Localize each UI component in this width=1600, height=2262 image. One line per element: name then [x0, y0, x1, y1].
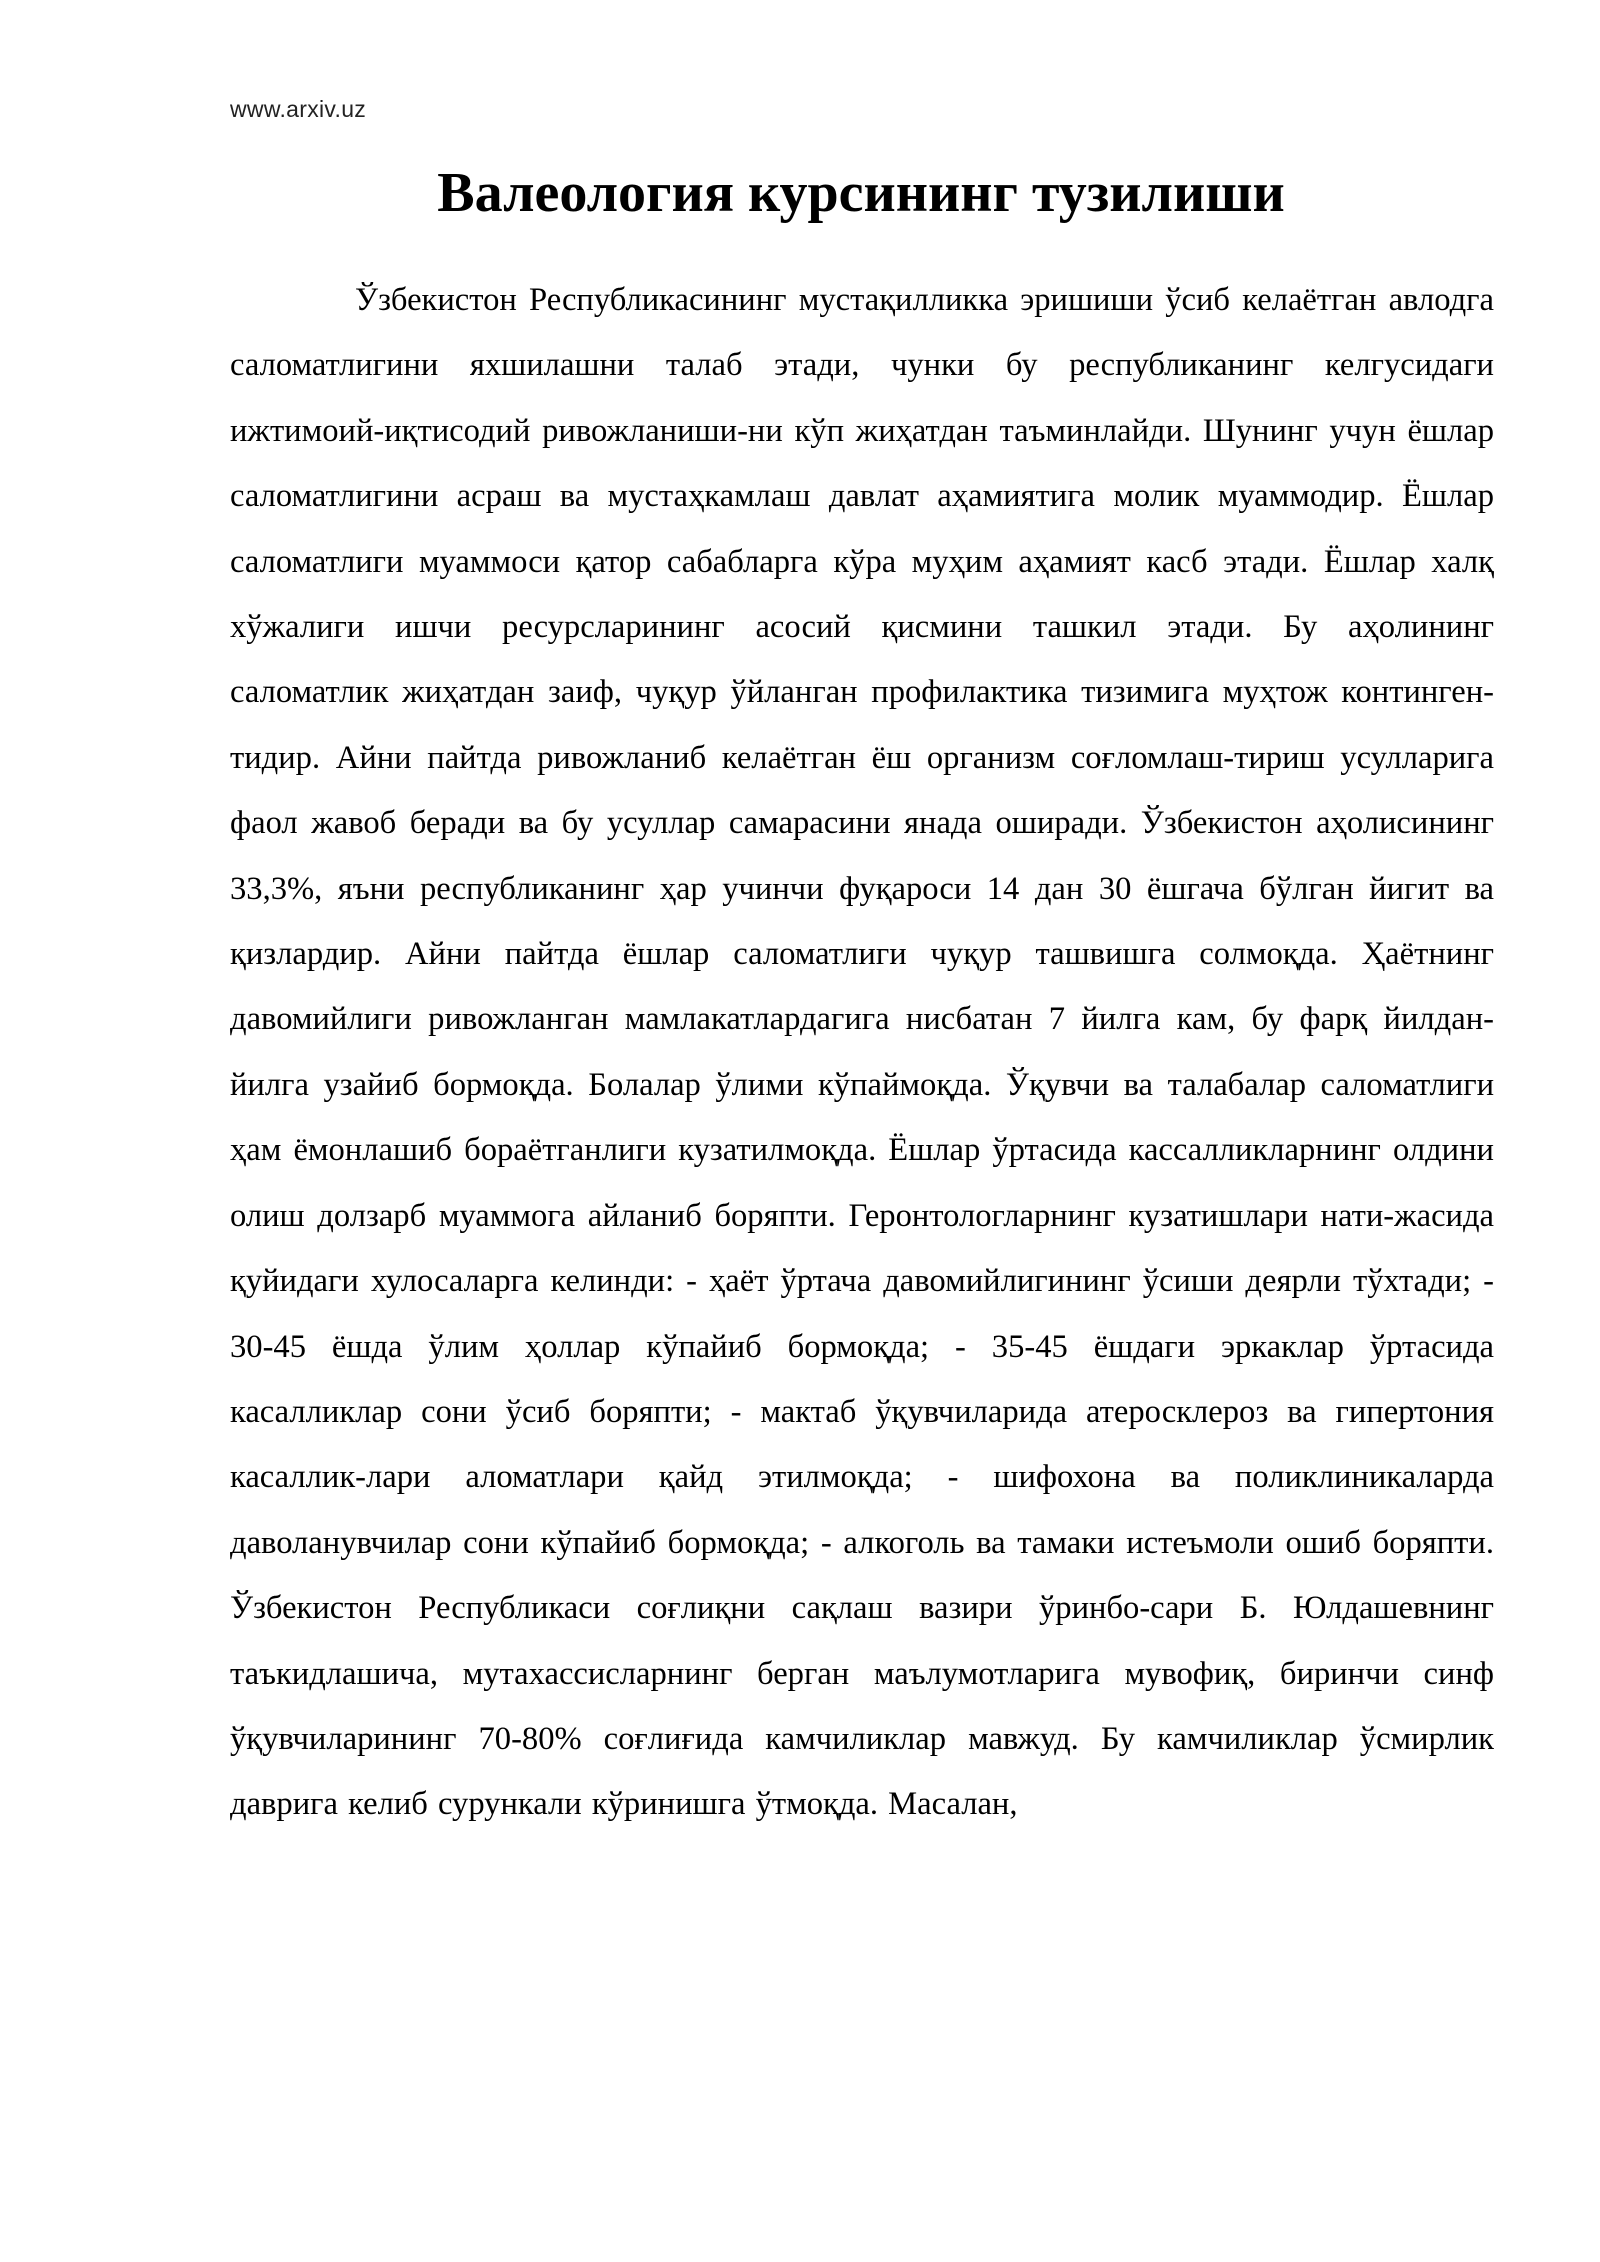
site-header-url: www.arxiv.uz — [230, 96, 367, 122]
body-paragraph: Ўзбекистон Республикасининг мустақилликка эришиши ўсиб келаётган авлодга саломатлигини яхшилашни талаб этади, чунки бу республиканинг келгусидаги ижтимоий-иқтисодий ривожланиши-ни кўп жиҳатдан таъминлайди. Шунинг учун ёшлар саломатлигини асраш ва мустаҳкамлаш давлат аҳамиятига молик муаммодир. Ёшлар саломатлиги муаммоси қатор сабабларга кўра муҳим аҳамият касб этади. Ёшлар халқ хўжалиги ишчи ресурсларининг асосий қисмини ташкил этади. Бу аҳолининг саломатлик жиҳатдан заиф, чуқур ўйланган профилактика тизимига муҳтож континген-тидир. Айни пайтда ривожланиб келаётган ёш организм соғломлаш-тириш усулларига фаол жавоб беради ва бу усуллар самарасини янада оширади. Ўзбекистон аҳолисининг 33,3%, яъни республиканинг ҳар учинчи фуқароси 14 дан 30 ёшгача бўлган йигит ва қизлардир. Айни пайтда ёшлар саломатлиги чуқур ташвишга солмоқда. Ҳаётнинг давомийлиги ривожланган мамлакатлардагига нисбатан 7 йилга кам, бу фарқ йилдан-йилга узайиб бормоқда. Болалар ўлими кўпаймоқда. Ўқувчи ва талабалар саломатлиги ҳам ёмонлашиб бораётганлиги кузатилмоқда. Ёшлар ўртасида кассалликларнинг олдини олиш долзарб муаммога айланиб боряпти. Геронтологларнинг кузатишлари нати-жасида қуйидаги хулосаларга келинди: - ҳаёт ўртача давомийлигининг ўсиши деярли тўхтади; - 30-45 ёшда ўлим ҳоллар кўпайиб бормоқда; - 35-45 ёшдаги эркаклар ўртасида касалликлар сони ўсиб боряпти; - мактаб ўқувчиларида атеросклероз ва гипертония касаллик-лари аломатлари қайд этилмоқда; - шифохона ва поликлиникаларда даволанувчилар сони кўпайиб бормоқда; - алкоголь ва тамаки истеъмоли ошиб боряпти. Ўзбекистон Республикаси соғлиқни сақлаш вазири ўринбо-сари Б. Юлдашевнинг таъкидлашича, мутахассисларнинг берган маълумотларига мувофиқ, биринчи синф ўқувчиларининг 70-80% соғлиғида камчиликлар мавжуд. Бу камчиликлар ўсмирлик даврига келиб сурункали кўринишга ўтмоқда. Масалан, — [230, 282, 1494, 1823]
document-title: Валеология курсининг тузилиши — [437, 162, 1285, 224]
